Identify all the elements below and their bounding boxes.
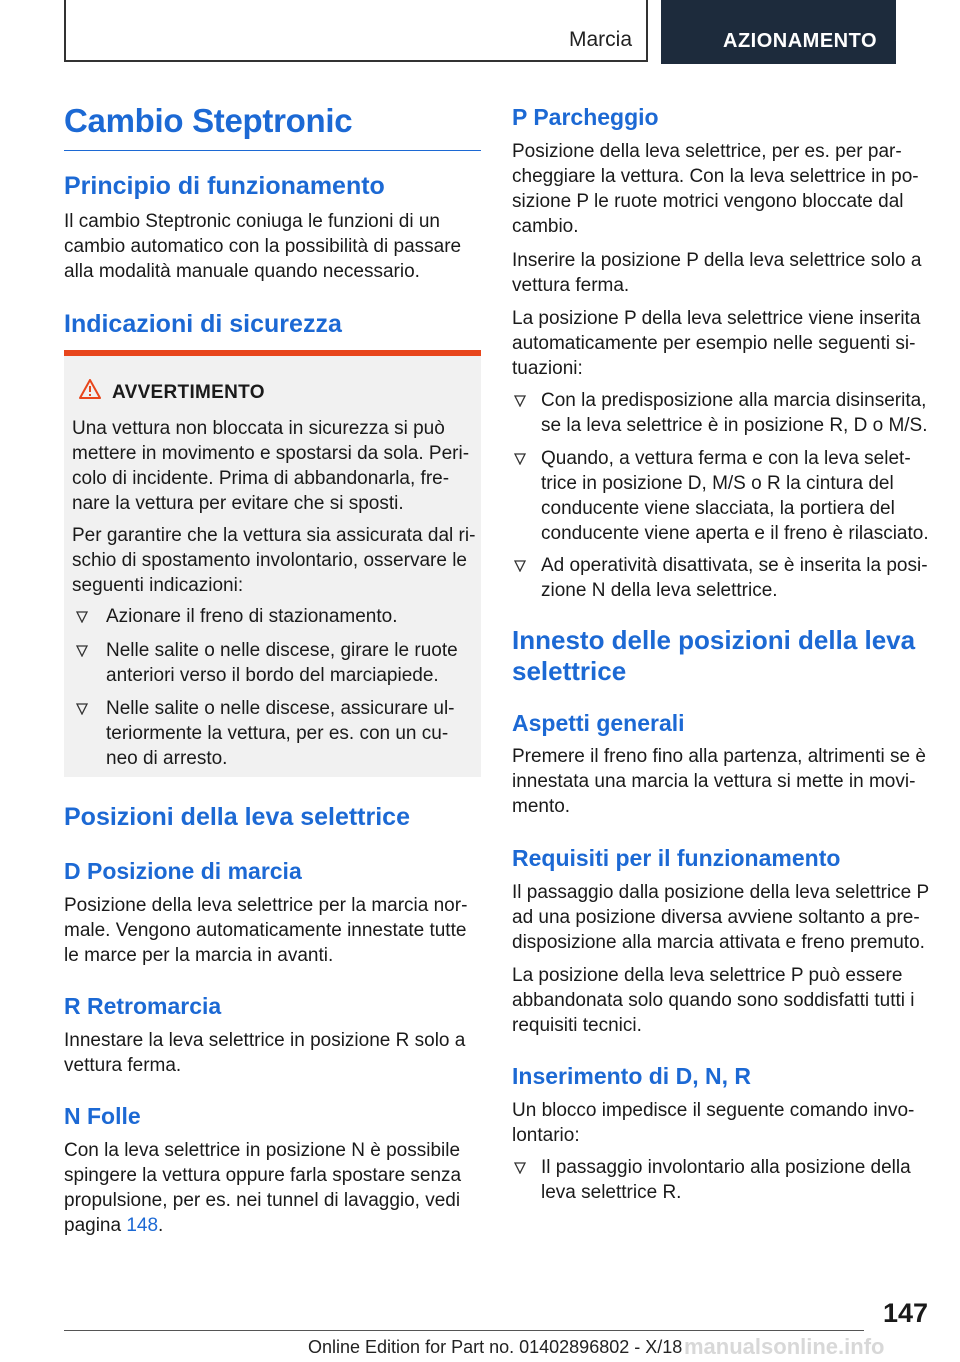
list-item-text xyxy=(541,446,929,546)
text-line: cambio automatico con la possibilità di passare xyxy=(64,236,462,257)
text-line: innestata una marcia la vettura si mette in movi- xyxy=(512,771,916,792)
paragraph-d xyxy=(64,893,484,968)
paragraph-requisiti-2 xyxy=(512,963,932,1038)
heading-inserimento: Inserimento di D, N, R xyxy=(512,1063,751,1089)
text-fragment: pagina xyxy=(64,1215,127,1236)
bullet-triangle-icon xyxy=(76,611,88,623)
text-line: neo di arresto. xyxy=(106,748,228,769)
heading-requisiti: Requisiti per il funzionamento xyxy=(512,845,841,871)
heading-sicurezza: Indicazioni di sicurezza xyxy=(64,310,342,338)
paragraph-p3 xyxy=(512,306,932,381)
heading-n-folle: N Folle xyxy=(64,1103,141,1129)
text-line: Un blocco impedisce il seguente comando invo- xyxy=(512,1100,915,1121)
heading-aspetti: Aspetti generali xyxy=(512,710,685,736)
text-line: La posizione P della leva selettrice viene inserita xyxy=(512,308,921,329)
header-section-label: Marcia xyxy=(568,28,632,51)
text-line xyxy=(64,1213,484,1238)
paragraph-r xyxy=(64,1028,484,1078)
text-line: Quando, a vettura ferma e con la leva selet- xyxy=(541,448,911,469)
warning-paragraph-2 xyxy=(72,523,477,598)
text-line: Inserire la posizione P della leva selettrice solo a xyxy=(512,250,922,271)
heading-principio: Principio di funzionamento xyxy=(64,172,385,200)
header-chapter-label: AZIONAMENTO xyxy=(723,30,878,52)
text-line: ad una posizione diversa avviene soltanto a pre- xyxy=(512,907,920,928)
list-item-text xyxy=(106,604,398,629)
text-line: male. Vengono automaticamente innestate tutte xyxy=(64,920,467,941)
footer-edition: Online Edition for Part no. 01402896802 - X/18 xyxy=(308,1337,683,1357)
text-line: Innesto delle posizioni della leva xyxy=(512,625,916,655)
text-line: le marce per la marcia in avanti. xyxy=(64,945,334,966)
header-section-box xyxy=(64,0,648,62)
heading-r-retromarcia: R Retromarcia xyxy=(64,993,222,1019)
text-line: Posizione della leva selettrice per la marcia nor- xyxy=(64,895,468,916)
text-line: leva selettrice R. xyxy=(541,1182,682,1203)
text-line: Con la leva selettrice in posizione N è possibile xyxy=(64,1140,461,1161)
text-line: cheggiare la vettura. Con la leva selettrice in po- xyxy=(512,166,919,187)
text-line: trice in posizione D, M/S o R la cintura del xyxy=(541,473,894,494)
text-line: Il cambio Steptronic coniuga le funzioni di un xyxy=(64,211,441,232)
text-line: cambio. xyxy=(512,216,579,237)
text-line: Azionare il freno di stazionamento. xyxy=(106,606,398,627)
text-line: Il passaggio dalla posizione della leva selettrice P xyxy=(512,882,930,903)
text-line: disposizione alla marcia attivata e freno premuto. xyxy=(512,932,925,953)
bullet-triangle-icon xyxy=(514,453,526,465)
list-item-text xyxy=(541,1155,911,1205)
page-number: 147 xyxy=(882,1298,928,1328)
text-line: sizione P le ruote motrici vengono bloccate dal xyxy=(512,191,904,212)
text-line: spingere la vettura oppure farla spostare senza xyxy=(64,1165,462,1186)
text-line: Nelle salite o nelle discese, girare le ruote xyxy=(106,640,458,661)
list-item-text xyxy=(541,553,928,603)
text-line: Ad operatività disattivata, se è inserita la posi- xyxy=(541,555,928,576)
text-line: abbandonata solo quando sono soddisfatti tutti i xyxy=(512,990,915,1011)
text-line: nare la vettura per evitare che si sposti. xyxy=(72,493,404,514)
text-line: lontario: xyxy=(512,1125,580,1146)
text-line: propulsione, per es. nei tunnel di lavaggio, vedi xyxy=(64,1190,461,1211)
list-item-text xyxy=(106,638,458,688)
text-line: se la leva selettrice è in posizione R, D o M/S. xyxy=(541,415,928,436)
bullet-triangle-icon xyxy=(514,1162,526,1174)
page-link[interactable]: 148 xyxy=(126,1215,159,1236)
warning-paragraph-1 xyxy=(72,416,477,516)
text-line: teriormente la vettura, per es. con un cu- xyxy=(106,723,449,744)
bullet-triangle-icon xyxy=(76,645,88,657)
text-line: Per garantire che la vettura sia assicurata dal ri- xyxy=(72,525,476,546)
heading-d-posizione: D Posizione di marcia xyxy=(64,858,302,884)
text-line: Con la predisposizione alla marcia disinserita, xyxy=(541,390,927,411)
page-title: Cambio Steptronic xyxy=(64,102,481,151)
heading-posizioni: Posizioni della leva selettrice xyxy=(64,803,410,831)
text-line: vettura ferma. xyxy=(64,1055,182,1076)
paragraph-requisiti-1 xyxy=(512,880,932,955)
text-line: selettrice xyxy=(512,656,627,686)
text-line: mento. xyxy=(512,796,571,817)
text-line: mettere in movimento e spostarsi da sola. Peri- xyxy=(72,443,470,464)
text-line: schio di spostamento involontario, osservare le xyxy=(72,550,467,571)
paragraph-aspetti xyxy=(512,744,932,819)
paragraph-principio xyxy=(64,209,481,284)
bullet-triangle-icon xyxy=(514,395,526,407)
footer-watermark: manualsonline.info xyxy=(684,1334,885,1359)
text-line: conducente viene slacciata, la portiera del xyxy=(541,498,895,519)
text-line: Innestare la leva selettrice in posizione R solo a xyxy=(64,1030,466,1051)
bullet-triangle-icon xyxy=(514,560,526,572)
text-line: conducente viene aperta e il freno è rilasciato. xyxy=(541,523,929,544)
heading-innesto xyxy=(512,625,915,687)
warning-box xyxy=(64,350,481,777)
text-line: Il passaggio involontario alla posizione della xyxy=(541,1157,911,1178)
list-item-text xyxy=(541,388,928,438)
paragraph-p1 xyxy=(512,139,932,239)
text-line: Posizione della leva selettrice, per es. per par- xyxy=(512,141,902,162)
text-line: Nelle salite o nelle discese, assicurare ul- xyxy=(106,698,455,719)
text-line: La posizione della leva selettrice P può essere xyxy=(512,965,903,986)
text-line: seguenti indicazioni: xyxy=(72,575,244,596)
bullet-triangle-icon xyxy=(76,703,88,715)
text-line: Premere il freno fino alla partenza, altrimenti se è xyxy=(512,746,926,767)
text-line: anteriori verso il bordo del marciapiede. xyxy=(106,665,439,686)
text-line: vettura ferma. xyxy=(512,275,630,296)
list-item-text xyxy=(106,696,455,771)
paragraph-inserimento xyxy=(512,1098,932,1148)
text-line: alla modalità manuale quando necessario. xyxy=(64,261,420,282)
footer-divider xyxy=(64,1330,864,1331)
heading-p-parcheggio: P Parcheggio xyxy=(512,104,659,130)
header-chapter-box xyxy=(661,0,896,64)
text-line: colo di incidente. Prima di abbandonarla, fre- xyxy=(72,468,450,489)
text-fragment: . xyxy=(158,1215,164,1236)
text-line: requisiti tecnici. xyxy=(512,1015,642,1036)
text-line: automaticamente per esempio nelle seguenti si- xyxy=(512,333,916,354)
hand-pointer-icon xyxy=(895,24,919,52)
paragraph-p2 xyxy=(512,248,932,298)
warning-triangle-icon xyxy=(79,379,101,399)
text-line: zione N della leva selettrice. xyxy=(541,580,778,601)
text-line: tuazioni: xyxy=(512,358,583,379)
paragraph-n xyxy=(64,1138,484,1238)
text-line: Una vettura non bloccata in sicurezza si può xyxy=(72,418,445,439)
warning-label: AVVERTIMENTO xyxy=(112,382,265,403)
